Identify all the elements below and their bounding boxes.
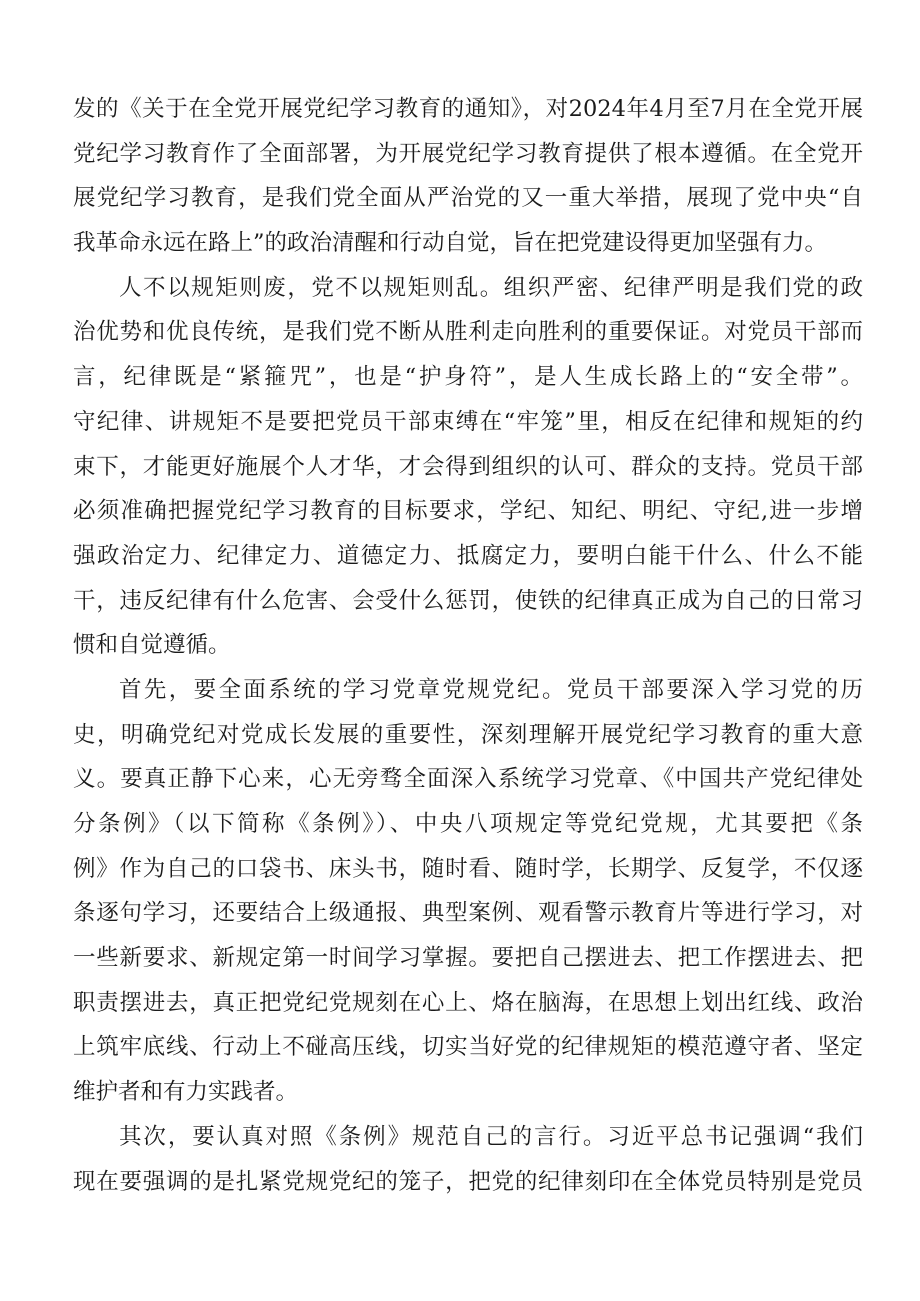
text-line: 上筑牢底线、行动上不碰高压线，切实当好党的纪律规矩的模范遵守者、坚定 bbox=[73, 1034, 863, 1061]
text-line: 条逐句学习，还要结合上级通报、典型案例、观看警示教育片等进行学习，对 bbox=[73, 900, 863, 927]
text-line: 例》作为自己的口袋书、床头书，随时看、随时学，长期学、反复学，不仅逐 bbox=[73, 855, 863, 882]
text-line: 我革命永远在路上”的政治清醒和行动自觉，旨在把党建设得更加坚强有力。 bbox=[73, 230, 828, 257]
text-line: 守纪律、讲规矩不是要把党员干部束缚在“牢笼”里，相反在纪律和规矩的约 bbox=[73, 408, 863, 435]
body-text bbox=[73, 87, 863, 1204]
text-line: 必须准确把握党纪学习教育的目标要求，学纪、知纪、明纪、守纪,进一步增 bbox=[73, 498, 863, 525]
text-line: 强政治定力、纪律定力、道德定力、抵腐定力，要明白能干什么、什么不能 bbox=[73, 542, 863, 569]
text-line: 现在要强调的是扎紧党规党纪的笼子，把党的纪律刻印在全体党员特别是党员 bbox=[73, 1168, 863, 1195]
text-line: 干，违反纪律有什么危害、会受什么惩罚，使铁的纪律真正成为自己的日常习 bbox=[73, 587, 863, 614]
text-line: 治优势和优良传统，是我们党不断从胜利走向胜利的重要保证。对党员干部而 bbox=[73, 319, 863, 346]
text-line: 发的《关于在全党开展党纪学习教育的通知》，对2024年4月至7月在全党开展 bbox=[73, 96, 863, 122]
paragraph-first-line: 其次，要认真对照《条例》规范自己的言行。习近平总书记强调“我们 bbox=[119, 1123, 863, 1150]
text-line: 党纪学习教育作了全面部署，为开展党纪学习教育提供了根本遵循。在全党开 bbox=[73, 140, 863, 167]
paragraph-first-line: 首先，要全面系统的学习党章党规党纪。党员干部要深入学习党的历 bbox=[119, 676, 863, 703]
text-line: 惯和自觉遵循。 bbox=[73, 632, 231, 659]
text-line: 展党纪学习教育，是我们党全面从严治党的又一重大举措，展现了党中央“自 bbox=[73, 185, 863, 212]
text-line: 分条例》（以下简称《条例》）、中央八项规定等党纪党规，尤其要把《条 bbox=[73, 811, 863, 837]
text-line: 一些新要求、新规定第一时间学习掌握。要把自己摆进去、把工作摆进去、把 bbox=[73, 945, 863, 972]
text-line: 言，纪律既是“紧箍咒”，也是“护身符”，是人生成长路上的“安全带”。 bbox=[73, 364, 863, 391]
text-line: 维护者和有力实践者。 bbox=[73, 1079, 299, 1106]
text-line: 义。要真正静下心来，心无旁骛全面深入系统学习党章、《中国共产党纪律处 bbox=[73, 766, 863, 793]
text-line: 史，明确党纪对党成长发展的重要性，深刻理解开展党纪学习教育的重大意 bbox=[73, 721, 863, 748]
text-line: 束下，才能更好施展个人才华，才会得到组织的认可、群众的支持。党员干部 bbox=[73, 453, 863, 480]
paragraph-first-line: 人不以规矩则废，党不以规矩则乱。组织严密、纪律严明是我们党的政 bbox=[119, 274, 863, 301]
text-line: 职责摆进去，真正把党纪党规刻在心上、烙在脑海，在思想上划出红线、政治 bbox=[73, 989, 863, 1016]
